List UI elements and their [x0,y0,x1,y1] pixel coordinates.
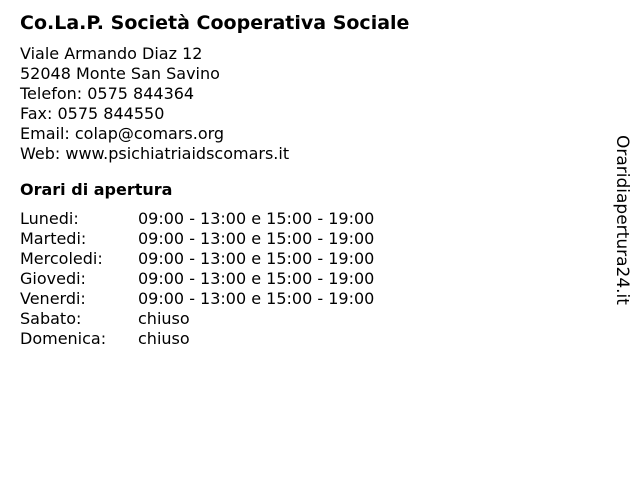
hours-row-thursday [20,269,600,289]
fax: Fax: 0575 844550 [20,104,165,123]
city: 52048 Monte San Savino [20,64,220,83]
time-value: 09:00 - 13:00 e 15:00 - 19:00 [138,289,375,308]
site-watermark: Oraridiapertura24.it [612,135,632,305]
day-label: Lunedi: [20,209,79,228]
time-value: chiuso [138,329,190,348]
day-label: Sabato: [20,309,82,328]
business-card [20,10,600,349]
hours-row-wednesday [20,249,600,269]
day-label: Martedi: [20,229,87,248]
phone: Telefon: 0575 844364 [20,84,195,103]
hours-row-tuesday [20,229,600,249]
hours-row-friday [20,289,600,309]
business-name: Co.La.P. Società Cooperativa Sociale [20,12,410,34]
day-label: Domenica: [20,329,107,348]
time-value: 09:00 - 13:00 e 15:00 - 19:00 [138,269,375,288]
email: Email: colap@comars.org [20,124,225,143]
website: Web: www.psichiatriaidscomars.it [20,144,290,163]
day-label: Mercoledi: [20,249,103,268]
hours-table [20,209,600,349]
time-value: 09:00 - 13:00 e 15:00 - 19:00 [138,209,375,228]
time-value: chiuso [138,309,190,328]
time-value: 09:00 - 13:00 e 15:00 - 19:00 [138,249,375,268]
hours-row-saturday [20,309,600,329]
street-address: Viale Armando Diaz 12 [20,44,203,63]
day-label: Venerdi: [20,289,86,308]
hours-row-monday [20,209,600,229]
day-label: Giovedi: [20,269,86,288]
address-block [20,44,600,164]
hours-heading: Orari di apertura [20,180,173,199]
hours-row-sunday [20,329,600,349]
time-value: 09:00 - 13:00 e 15:00 - 19:00 [138,229,375,248]
